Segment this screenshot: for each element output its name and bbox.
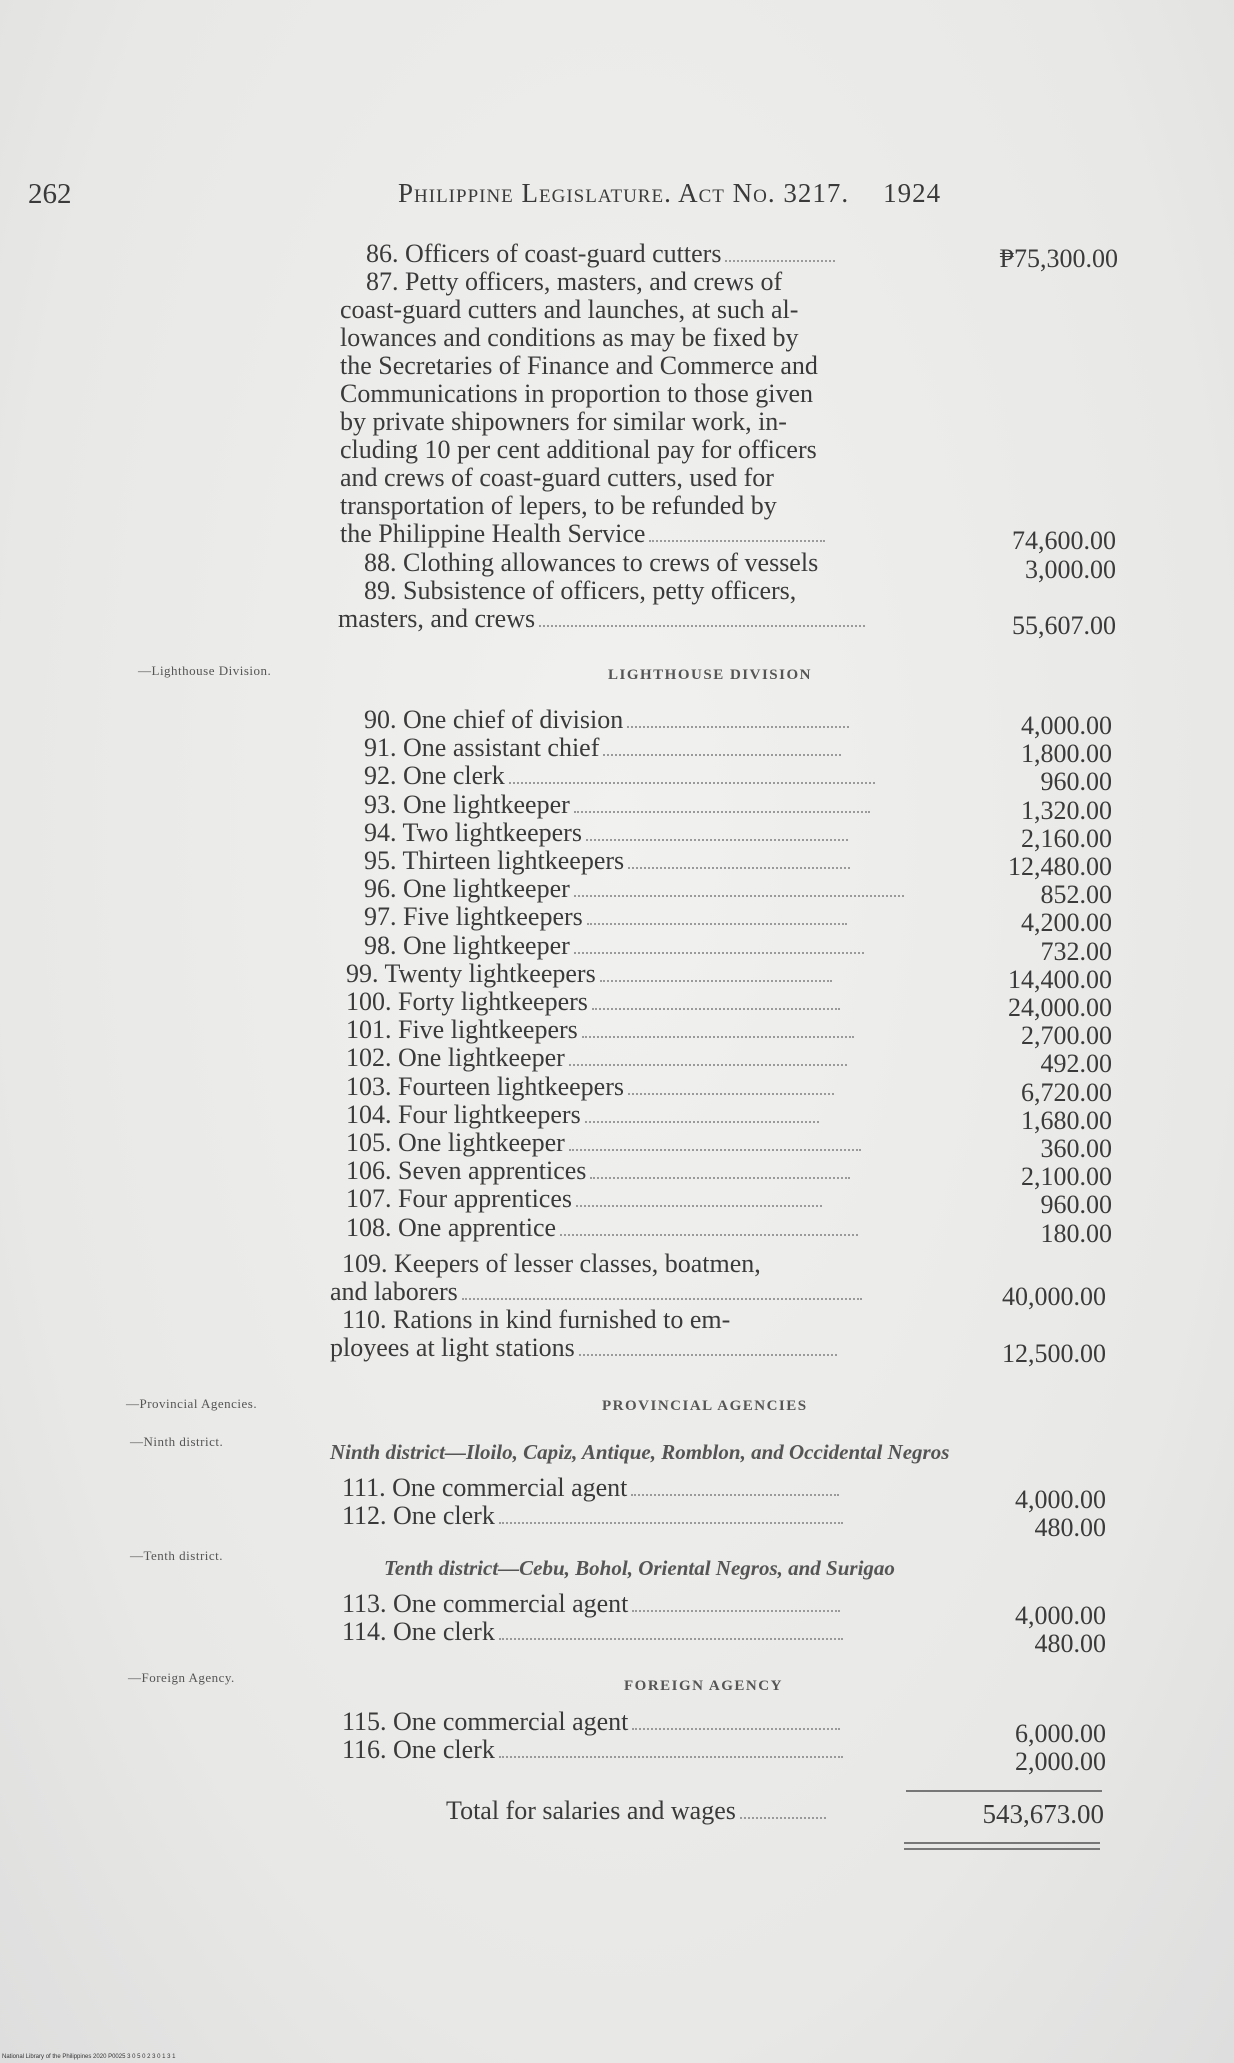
item-87-line: by private shipowners for similar work, in-: [340, 407, 787, 436]
item-amount: 2,700.00: [1021, 1021, 1112, 1051]
provincial-heading: PROVINCIAL AGENCIES: [602, 1398, 808, 1414]
item-87-line: cluding 10 per cent additional pay for officers: [340, 435, 817, 464]
lighthouse-item: 104. Four lightkeepers: [346, 1101, 819, 1129]
lighthouse-item: 102. One lightkeeper: [346, 1044, 847, 1072]
leader-dots: [579, 1346, 837, 1356]
leader-dots: [569, 1141, 861, 1151]
leader-dots: [649, 532, 825, 542]
item-110-line: ployees at light stations: [330, 1334, 837, 1362]
item-87-line: 87. Petty officers, masters, and crews of: [366, 267, 783, 296]
lighthouse-item: 91. One assistant chief: [364, 734, 841, 762]
item-amount: 492.00: [1040, 1049, 1112, 1079]
item-amount: 4,200.00: [1021, 908, 1112, 938]
total-double-rule-1: [904, 1842, 1100, 1844]
item-amount: 74,600.00: [1012, 526, 1116, 555]
leader-dots: [569, 1056, 847, 1066]
leader-dots: [627, 718, 849, 728]
item-amount: 960.00: [1040, 1190, 1112, 1220]
lighthouse-item: 103. Fourteen lightkeepers: [346, 1073, 834, 1101]
item-amount: 4,000.00: [1015, 1485, 1106, 1514]
agency-item: 113. One commercial agent: [342, 1590, 840, 1618]
leader-dots: [628, 1085, 834, 1095]
item-amount: 55,607.00: [1012, 611, 1116, 640]
foreign-agency-heading: FOREIGN AGENCY: [624, 1678, 783, 1694]
tenth-district-heading: Tenth district—Cebu, Bohol, Oriental Negros, and Surigao: [384, 1556, 895, 1580]
leader-dots: [499, 1748, 843, 1758]
item-amount: 180.00: [1040, 1218, 1112, 1248]
item-amount: 4,000.00: [1021, 711, 1112, 740]
item-amount: 480.00: [1034, 1513, 1106, 1542]
item-amount: 4,000.00: [1015, 1601, 1106, 1630]
leader-dots: [462, 1290, 862, 1300]
leader-dots: [592, 1000, 840, 1010]
leader-dots: [576, 1197, 822, 1207]
item-amount: 6,000.00: [1015, 1719, 1106, 1748]
item-amount: 3,000.00: [1025, 555, 1116, 584]
item-amount: 480.00: [1034, 1629, 1106, 1658]
lighthouse-item: 95. Thirteen lightkeepers: [364, 847, 850, 875]
margin-note-foreign-agency: —Foreign Agency.: [128, 1670, 235, 1685]
running-header: [0, 178, 1234, 218]
lighthouse-item: 94. Two lightkeepers: [364, 819, 848, 847]
leader-dots: [600, 972, 832, 982]
item-amount: 360.00: [1040, 1134, 1112, 1163]
item-110-line: 110. Rations in kind furnished to em-: [342, 1305, 731, 1334]
leader-dots: [628, 859, 850, 869]
item-amount: 12,480.00: [1008, 852, 1112, 881]
lighthouse-heading: LIGHTHOUSE DIVISION: [608, 667, 812, 683]
margin-note-ninth-district: —Ninth district.: [130, 1434, 224, 1449]
leader-dots: [574, 803, 870, 813]
margin-note-lighthouse: —Lighthouse Division.: [138, 663, 272, 678]
leader-dots: [585, 1113, 819, 1123]
lighthouse-item: 99. Twenty lightkeepers: [346, 960, 832, 988]
lighthouse-item: 90. One chief of division: [364, 706, 849, 734]
item-amount: 14,400.00: [1008, 964, 1112, 994]
leader-dots: [725, 252, 835, 262]
leader-dots: [631, 1486, 839, 1496]
agency-item: 111. One commercial agent: [342, 1474, 839, 1502]
lighthouse-item: 100. Forty lightkeepers: [346, 988, 840, 1016]
total-rule-top: [906, 1790, 1102, 1792]
item-89-line: masters, and crews: [338, 605, 865, 633]
item-amount: 1,320.00: [1021, 795, 1112, 825]
item-87-line: transportation of lepers, to be refunded by: [340, 491, 777, 520]
leader-dots: [603, 746, 841, 756]
item-amount: 960.00: [1040, 767, 1112, 797]
lighthouse-item: 98. One lightkeeper: [364, 932, 864, 960]
agency-item: 116. One clerk: [342, 1736, 843, 1764]
total-amount: 543,673.00: [982, 1799, 1104, 1829]
lighthouse-item: 106. Seven apprentices: [346, 1157, 850, 1185]
item-amount: 2,100.00: [1021, 1162, 1112, 1192]
item-amount: ₱75,300.00: [999, 244, 1118, 273]
item-87-line: coast-guard cutters and launches, at such al-: [340, 295, 799, 324]
margin-note-tenth-district: —Tenth district.: [130, 1548, 224, 1563]
item-109-line: and laborers: [330, 1278, 862, 1306]
item-amount: 40,000.00: [1002, 1282, 1106, 1311]
page-number: 262: [28, 178, 72, 210]
lighthouse-item: 96. One lightkeeper: [364, 875, 904, 903]
running-title: Philippine Legislature. Act No. 3217. 1924: [398, 178, 942, 208]
lighthouse-item: 101. Five lightkeepers: [346, 1016, 854, 1044]
item-amount: 2,000.00: [1015, 1747, 1106, 1776]
item-87-line: Communications in proportion to those given: [340, 379, 814, 408]
leader-dots: [574, 944, 864, 954]
leader-dots: [509, 774, 875, 784]
item-amount: 1,800.00: [1021, 739, 1112, 769]
item-amount: 732.00: [1040, 936, 1112, 966]
leader-dots: [499, 1514, 843, 1524]
item-89-line: 89. Subsistence of officers, petty officers,: [364, 576, 797, 605]
leader-dots: [590, 1169, 850, 1179]
item-87-line: lowances and conditions as may be fixed by: [340, 323, 799, 352]
item-amount: 1,680.00: [1021, 1105, 1112, 1135]
item-amount: 12,500.00: [1002, 1339, 1106, 1368]
item-amount: 6,720.00: [1021, 1077, 1112, 1107]
item-87-line: and crews of coast-guard cutters, used for: [340, 463, 774, 492]
year: 1924: [883, 178, 942, 208]
lighthouse-item: 97. Five lightkeepers: [364, 903, 847, 931]
scan-footer: National Library of the Philippines 2020 P0025 3 0 5 0 2 3 0 1 3 1: [2, 2054, 176, 2060]
leader-dots: [574, 887, 904, 897]
margin-note-provincial: —Provincial Agencies.: [126, 1396, 258, 1411]
leader-dots: [582, 1028, 854, 1038]
lighthouse-item: 108. One apprentice: [346, 1214, 858, 1242]
leader-dots: [632, 1602, 840, 1612]
lighthouse-item: 107. Four apprentices: [346, 1185, 822, 1213]
agency-item: 115. One commercial agent: [342, 1708, 840, 1736]
total-double-rule-2: [904, 1848, 1100, 1850]
item-amount: 2,160.00: [1021, 823, 1112, 853]
leader-dots: [560, 1226, 858, 1236]
item-86: 86. Officers of coast-guard cutters: [366, 240, 835, 268]
item-amount: 852.00: [1040, 880, 1112, 910]
lighthouse-item: 105. One lightkeeper: [346, 1129, 861, 1157]
leader-dots: [539, 617, 865, 627]
item-109-line: 109. Keepers of lesser classes, boatmen,: [342, 1249, 761, 1278]
item-amount: 24,000.00: [1008, 993, 1112, 1022]
leader-dots: [499, 1630, 843, 1640]
agency-item: 114. One clerk: [342, 1618, 843, 1646]
leader-dots: [587, 915, 847, 925]
ninth-district-heading: Ninth district—Iloilo, Capiz, Antique, Romblon, and Occidental Negros: [330, 1440, 950, 1464]
leader-dots: [586, 831, 848, 841]
total-label: Total for salaries and wages: [446, 1797, 826, 1825]
agency-item: 112. One clerk: [342, 1502, 843, 1530]
lighthouse-item: 92. One clerk: [364, 762, 875, 790]
leader-dots: [632, 1720, 840, 1730]
item-87-line: the Secretaries of Finance and Commerce and: [340, 351, 818, 380]
leader-dots: [740, 1809, 826, 1819]
item-87-line: the Philippine Health Service: [340, 520, 825, 548]
lighthouse-item: 93. One lightkeeper: [364, 791, 870, 819]
item-88: 88. Clothing allowances to crews of vessels: [364, 548, 819, 577]
